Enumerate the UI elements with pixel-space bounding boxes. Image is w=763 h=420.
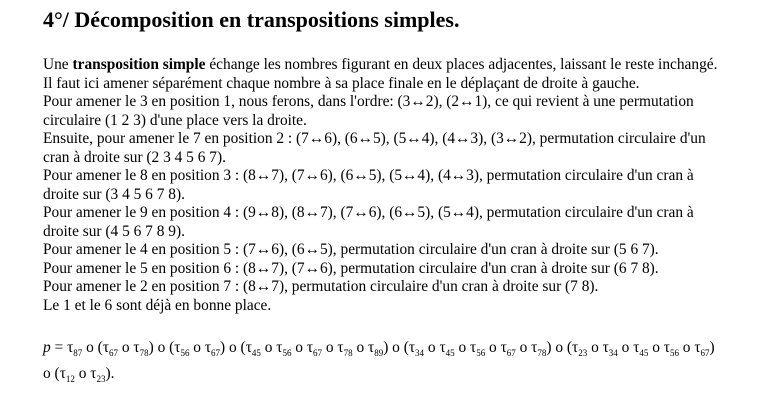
transposition-index: 56 <box>180 348 190 358</box>
transposition-term: $\tau_{56}$ <box>470 339 486 358</box>
transposition-index: 34 <box>608 348 618 358</box>
close-paren: ) <box>709 339 715 356</box>
composition-operator: o <box>118 339 134 356</box>
open-paren: ( <box>97 339 103 356</box>
transposition-index: 67 <box>109 348 118 358</box>
composition-operator: o <box>260 339 277 356</box>
transposition-index: 56 <box>476 348 486 358</box>
composition-operator: o <box>153 339 170 356</box>
transposition-index: 67 <box>211 348 221 358</box>
composition-operator: o <box>485 339 501 356</box>
section-heading: 4°/ Décomposition en transpositions simples. <box>43 7 460 32</box>
composition-operator: o <box>225 339 241 356</box>
composition-operator: o <box>515 339 532 356</box>
final-paragraph: Le 1 et le 6 sont déjà en bonne place. <box>43 296 272 314</box>
transposition-index: 45 <box>445 348 455 358</box>
transposition-term: $\tau_{67}$ <box>694 339 710 358</box>
transposition-term: $\tau_{12}$ <box>59 365 75 384</box>
transposition-term: $\tau_{45}$ <box>439 339 455 358</box>
transposition-term: $\tau_{34}$ <box>602 339 618 358</box>
formula-terminator: . <box>110 365 115 382</box>
method-paragraph: Il faut ici amener séparément chaque nombre à sa place finale en le déplaçant de droite à gauche. <box>43 74 640 92</box>
definition-term: transposition simple <box>72 56 206 73</box>
composition-operator: o <box>551 339 567 356</box>
formula-body <box>43 339 715 382</box>
transposition-term: $\tau_{78}$ <box>133 339 149 358</box>
transposition-term: $\tau_{67}$ <box>204 339 221 358</box>
close-paren: ) <box>148 339 154 356</box>
transposition-index: 89 <box>374 348 384 358</box>
transposition-term: $\tau_{67}$ <box>102 339 118 358</box>
transposition-index: 23 <box>96 374 106 384</box>
transposition-index: 56 <box>282 348 292 358</box>
open-paren: ( <box>54 365 60 382</box>
transposition-term: $\tau_{78}$ <box>531 339 547 358</box>
composition-operator: o <box>82 339 98 356</box>
composition-operator: o <box>648 339 664 356</box>
step-3-paragraph: Pour amener le 3 en position 1, nous ferons, dans l'ordre: (3↔2), (2↔1), ce qui revient à une permutation circulaire (1 2 3) d'une place vers la droite. <box>43 93 694 129</box>
composition-operator: o <box>74 365 91 382</box>
step-9-paragraph: Pour amener le 9 en position 4 : (9↔8), (8↔7), (7↔6), (6↔5), (5↔4), permutation circulaire d'un cran à droite sur (4 5 6 7 8 9). <box>43 204 694 240</box>
transposition-term: $\tau_{45}$ <box>633 339 649 358</box>
composition-operator: o <box>424 339 440 356</box>
composition-operator: o <box>189 339 205 356</box>
transposition-index: 45 <box>251 348 261 358</box>
composition-operator: o <box>322 339 338 356</box>
composition-operator: o <box>678 339 695 356</box>
close-paren: ) <box>105 365 111 382</box>
step-4-paragraph: Pour amener le 4 en position 5 : (7↔6), (6↔5), permutation circulaire d'un cran à droite sur (5 6 7). <box>43 241 659 258</box>
transposition-index: 78 <box>343 348 353 358</box>
definition-paragraph <box>43 56 723 75</box>
formula-variable: p <box>43 339 51 356</box>
transposition-index: 34 <box>415 348 425 358</box>
close-paren: ) <box>220 339 226 356</box>
transposition-term: $\tau_{23}$ <box>572 339 588 358</box>
formula-equals: = <box>50 339 68 356</box>
transposition-term: $\tau_{67}$ <box>500 339 516 358</box>
close-paren: ) <box>383 339 389 356</box>
transposition-term: $\tau_{78}$ <box>337 339 353 358</box>
transposition-term: $\tau_{56}$ <box>174 339 190 358</box>
transposition-term: $\tau_{89}$ <box>368 339 384 358</box>
open-paren: ( <box>169 339 175 356</box>
step-7-paragraph: Ensuite, pour amener le 7 en position 2 : (7↔6), (6↔5), (5↔4), (4↔3), (3↔2), permutation circulaire d'un cran à droite sur (2 3 4 5 6 7). <box>43 130 706 166</box>
permutation-formula <box>43 335 723 387</box>
transposition-index: 23 <box>578 348 588 358</box>
transposition-term: $\tau_{45}$ <box>245 339 261 358</box>
transposition-term: $\tau_{23}$ <box>90 365 106 384</box>
composition-operator: o <box>587 339 603 356</box>
definition-post: échange les nombres figurant en deux places adjacentes, laissant le reste inchangé. <box>205 56 718 73</box>
transposition-index: 12 <box>65 374 75 384</box>
transposition-term: $\tau_{34}$ <box>408 339 425 358</box>
transposition-index: 78 <box>139 348 149 358</box>
composition-operator: o <box>454 339 471 356</box>
transposition-index: 67 <box>700 348 710 358</box>
open-paren: ( <box>403 339 409 356</box>
transposition-index: 87 <box>73 348 83 358</box>
composition-operator: o <box>291 339 307 356</box>
composition-operator: o <box>352 339 368 356</box>
open-paren: ( <box>566 339 573 356</box>
transposition-term: $\tau_{56}$ <box>276 339 292 358</box>
composition-operator: o <box>388 339 404 356</box>
transposition-index: 56 <box>669 348 679 358</box>
step-8-paragraph: Pour amener le 8 en position 3 : (8↔7), (7↔6), (6↔5), (5↔4), (4↔3), permutation circulaire d'un cran à droite sur (3 4 5 6 7 8). <box>43 167 694 203</box>
transposition-index: 45 <box>639 348 649 358</box>
step-5-paragraph: Pour amener le 5 en position 6 : (8↔7), (7↔6), permutation circulaire d'un cran à droite sur (6 7 8). <box>43 259 659 277</box>
transposition-term: $\tau_{87}$ <box>67 339 83 358</box>
transposition-term: $\tau_{67}$ <box>306 339 323 358</box>
open-paren: ( <box>240 339 246 356</box>
composition-operator: o <box>43 365 55 382</box>
close-paren: ) <box>546 339 552 356</box>
transposition-index: 78 <box>537 348 547 358</box>
composition-operator: o <box>617 339 634 356</box>
transposition-index: 67 <box>313 348 323 358</box>
transposition-term: $\tau_{56}$ <box>663 339 679 358</box>
definition-pre: Une <box>43 56 73 73</box>
transposition-index: 67 <box>506 348 516 358</box>
step-2-paragraph: Pour amener le 2 en position 7 : (8↔7), permutation circulaire d'un cran à droite sur (7 8). <box>43 278 599 295</box>
